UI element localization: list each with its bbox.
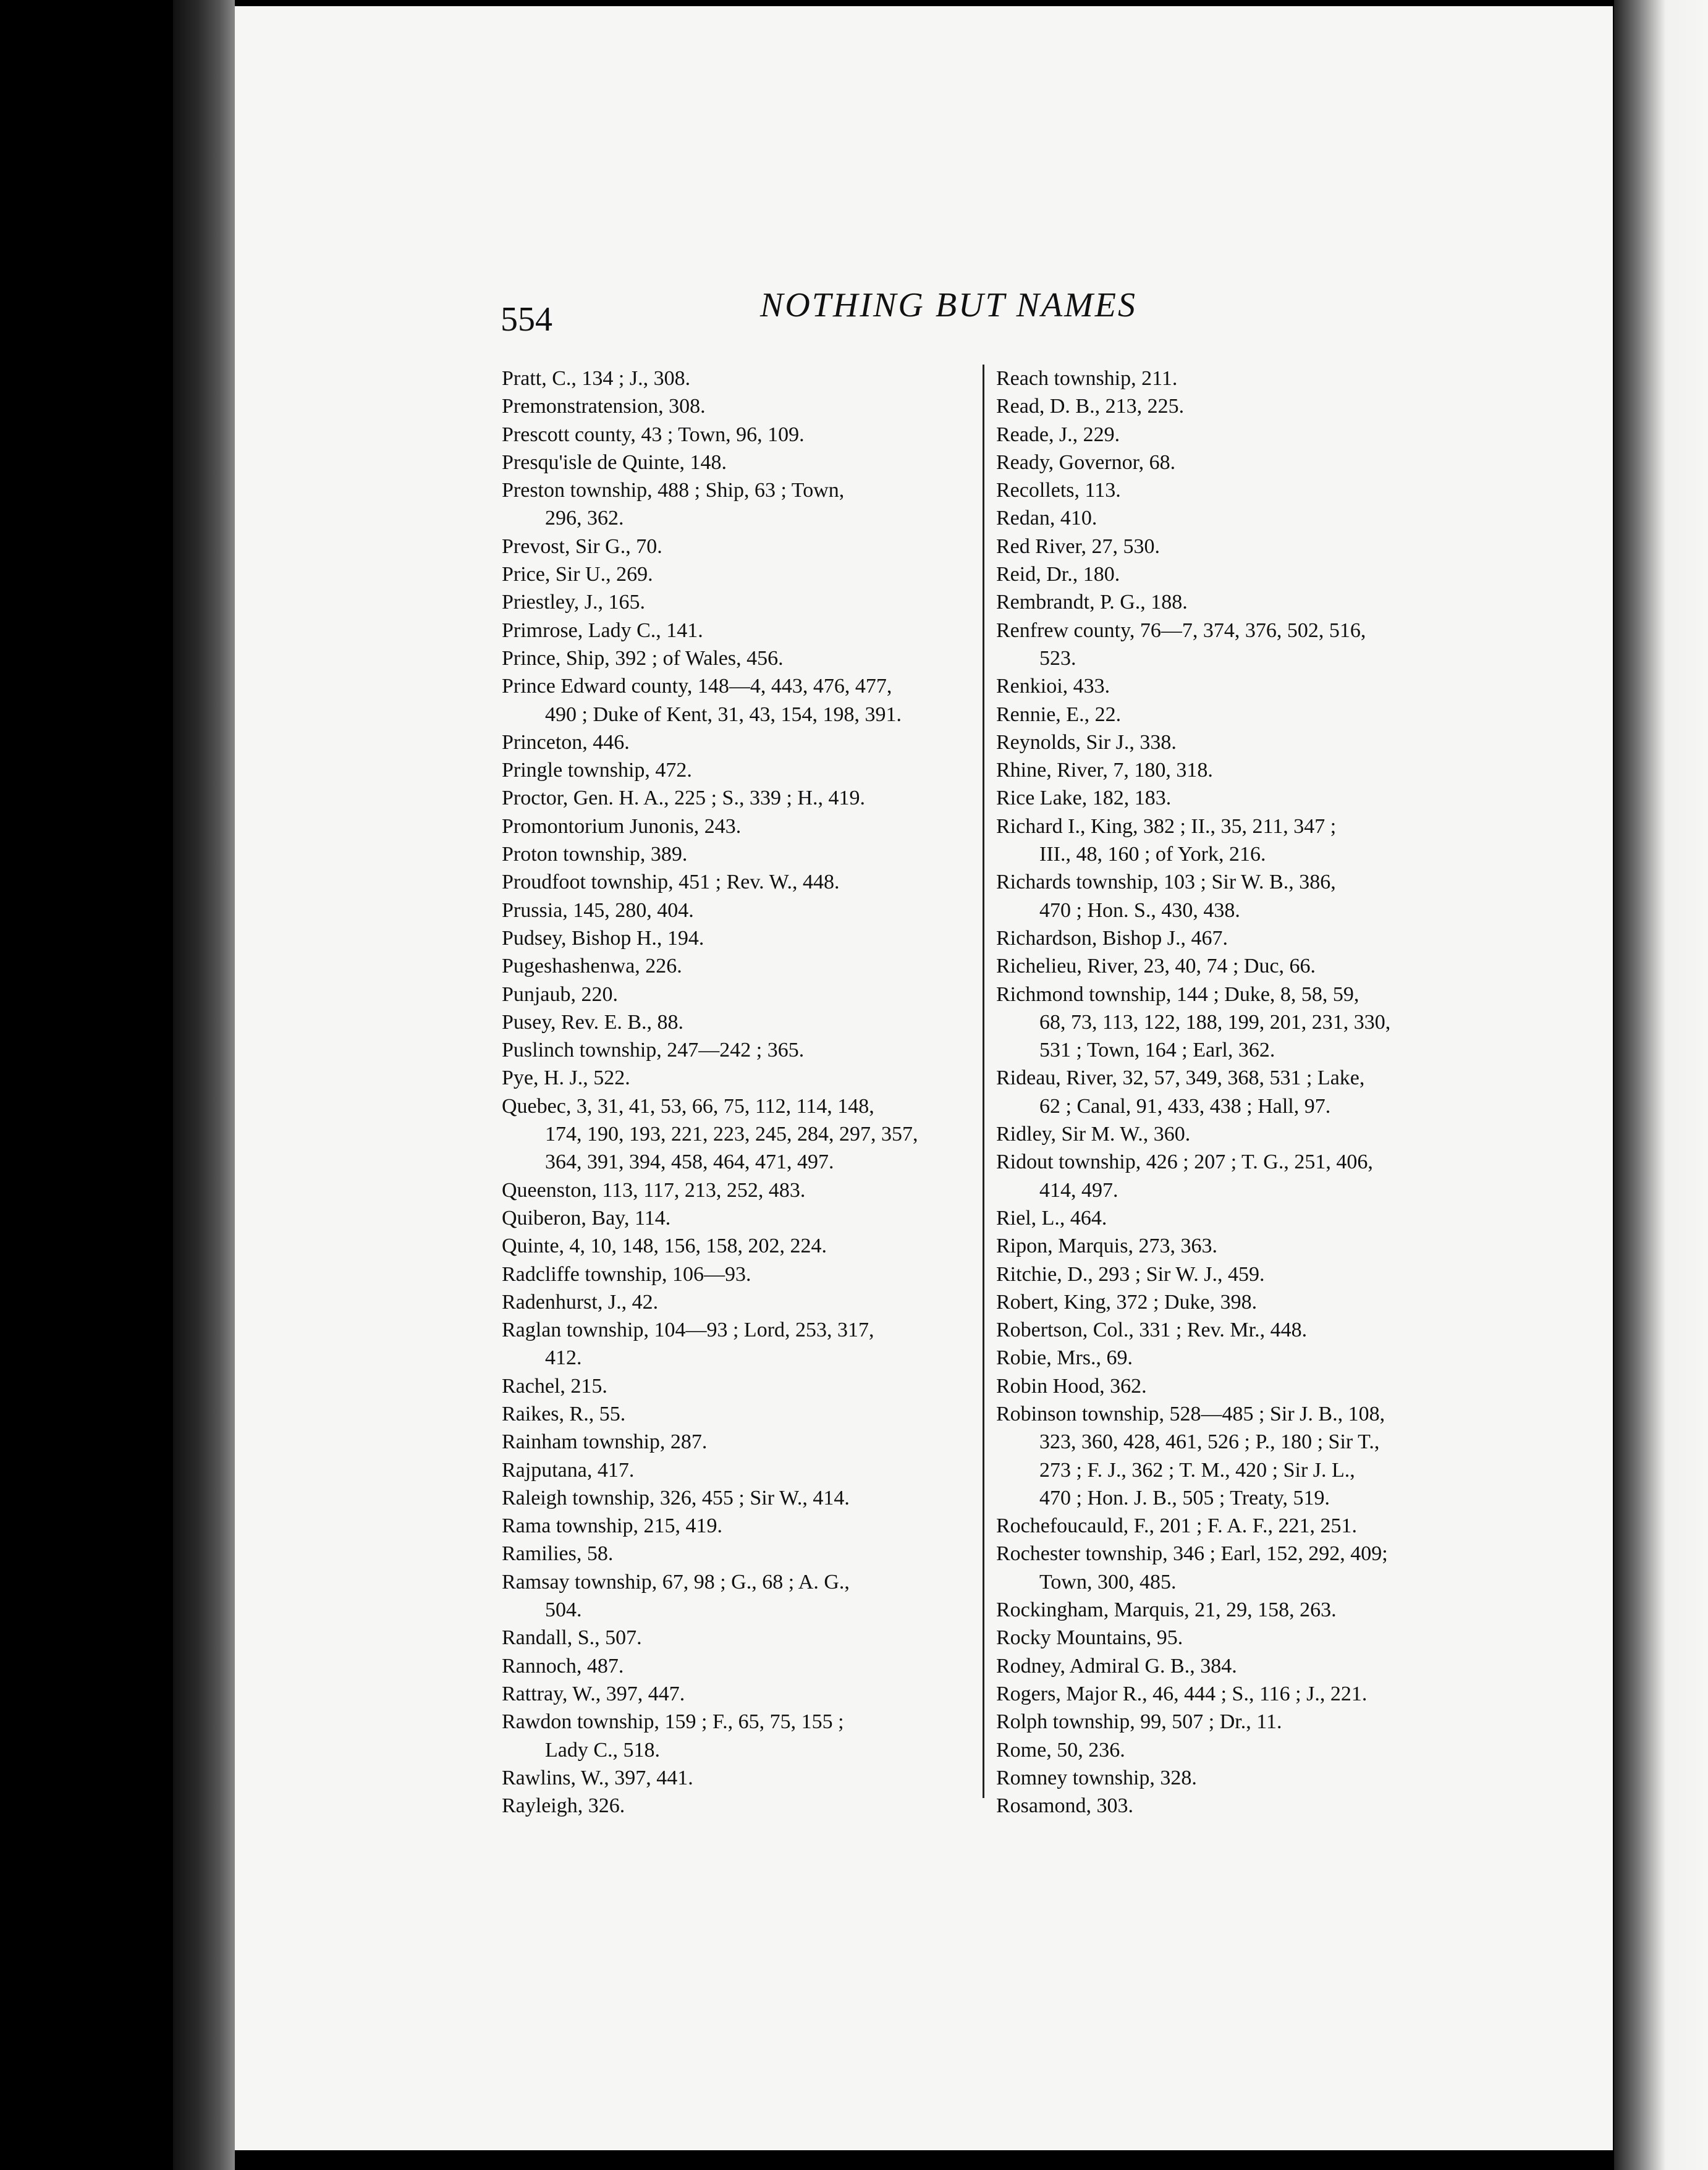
index-entry-continuation: III., 48, 160 ; of York, 216. (1039, 843, 1266, 866)
index-entry-continuation: Lady C., 518. (545, 1738, 661, 1762)
index-entry: Ridley, Sir M. W., 360. (996, 1123, 1191, 1146)
index-entry: Ritchie, D., 293 ; Sir W. J., 459. (996, 1262, 1265, 1286)
index-entry: Prescott county, 43 ; Town, 96, 109. (502, 423, 805, 446)
index-entry: Rembrandt, P. G., 188. (996, 591, 1188, 614)
index-entry: Rideau, River, 32, 57, 349, 368, 531 ; Lake, (996, 1066, 1365, 1090)
index-entry: Robie, Mrs., 69. (996, 1346, 1133, 1370)
book-spine (173, 0, 235, 2170)
index-entry-continuation: 68, 73, 113, 122, 188, 199, 201, 231, 330, (1039, 1010, 1391, 1034)
index-entry: Reade, J., 229. (996, 423, 1120, 446)
index-entry: Robinson township, 528—485 ; Sir J. B., 108, (996, 1402, 1385, 1425)
index-entry: Rachel, 215. (502, 1374, 607, 1398)
index-entry: Ready, Governor, 68. (996, 450, 1176, 474)
index-entry: Romney township, 328. (996, 1766, 1197, 1789)
index-entry: Rajputana, 417. (502, 1458, 635, 1482)
index-entry: Rawlins, W., 397, 441. (502, 1766, 693, 1789)
index-entry: Reynolds, Sir J., 338. (996, 730, 1177, 754)
column-divider (983, 365, 984, 1798)
index-entry: Rolph township, 99, 507 ; Dr., 11. (996, 1710, 1282, 1734)
index-entry: Proton township, 389. (502, 843, 688, 866)
index-entry: Ridout township, 426 ; 207 ; T. G., 251, 406, (996, 1150, 1373, 1174)
page-number: 554 (501, 300, 552, 339)
index-entry: Rice Lake, 182, 183. (996, 787, 1172, 810)
index-entry: Pudsey, Bishop H., 194. (502, 926, 704, 950)
index-entry: Ripon, Marquis, 273, 363. (996, 1235, 1217, 1258)
index-entry: Quiberon, Bay, 114. (502, 1206, 671, 1230)
index-entry: Radenhurst, J., 42. (502, 1290, 659, 1314)
index-entry: Preston township, 488 ; Ship, 63 ; Town, (502, 479, 845, 502)
index-entry-continuation: 523. (1039, 646, 1076, 670)
index-entry: Price, Sir U., 269. (502, 563, 653, 586)
index-entry: Richards township, 103 ; Sir W. B., 386, (996, 871, 1336, 894)
index-entry: Raikes, R., 55. (502, 1402, 626, 1425)
index-entry: Rosamond, 303. (996, 1794, 1133, 1818)
index-entry: Renfrew county, 76—7, 374, 376, 502, 516, (996, 618, 1366, 642)
index-entry: Rama township, 215, 419. (502, 1514, 722, 1538)
index-entry: Rattray, W., 397, 447. (502, 1682, 685, 1705)
index-entry: Richmond township, 144 ; Duke, 8, 58, 59, (996, 982, 1359, 1006)
index-entry: Prince, Ship, 392 ; of Wales, 456. (502, 646, 784, 670)
index-entry-continuation: 296, 362. (545, 507, 624, 530)
index-entry: Rochefoucauld, F., 201 ; F. A. F., 221, 251. (996, 1514, 1357, 1538)
index-column-right (996, 365, 1466, 1820)
index-entry: Recollets, 113. (996, 479, 1121, 502)
index-entry: Pye, H. J., 522. (502, 1066, 630, 1090)
index-entry: Rhine, River, 7, 180, 318. (996, 759, 1213, 782)
index-entry: Puslinch township, 247—242 ; 365. (502, 1039, 805, 1062)
index-entry: Queenston, 113, 117, 213, 252, 483. (502, 1178, 806, 1202)
index-entry: Rayleigh, 326. (502, 1794, 625, 1818)
index-entry: Rome, 50, 236. (996, 1738, 1125, 1762)
index-entry: Rochester township, 346 ; Earl, 152, 292, 409; (996, 1542, 1388, 1566)
index-entry-continuation: 504. (545, 1598, 582, 1622)
index-entry: Princeton, 446. (502, 730, 630, 754)
index-entry: Robin Hood, 362. (996, 1374, 1147, 1398)
index-entry: Priestley, J., 165. (502, 591, 646, 614)
index-entry: Pratt, C., 134 ; J., 308. (502, 367, 691, 390)
running-head: NOTHING BUT NAMES (760, 286, 1138, 324)
index-entry: Richelieu, River, 23, 40, 74 ; Duc, 66. (996, 955, 1316, 978)
index-entry: Richardson, Bishop J., 467. (996, 926, 1228, 950)
index-entry: Reid, Dr., 180. (996, 563, 1120, 586)
index-entry: Radcliffe township, 106—93. (502, 1262, 751, 1286)
index-entry: Prussia, 145, 280, 404. (502, 898, 694, 922)
index-entry-continuation: 323, 360, 428, 461, 526 ; P., 180 ; Sir T., (1039, 1430, 1380, 1454)
index-entry-continuation: 470 ; Hon. J. B., 505 ; Treaty, 519. (1039, 1486, 1330, 1509)
index-entry: Rannoch, 487. (502, 1654, 624, 1678)
index-entry: Rainham township, 287. (502, 1430, 708, 1454)
index-entry: Red River, 27, 530. (996, 534, 1160, 558)
index-entry: Pugeshashenwa, 226. (502, 955, 682, 978)
index-entry: Redan, 410. (996, 507, 1097, 530)
index-entry: Ramilies, 58. (502, 1542, 614, 1566)
index-entry-continuation: 531 ; Town, 164 ; Earl, 362. (1039, 1039, 1275, 1062)
index-entry-continuation: 273 ; F. J., 362 ; T. M., 420 ; Sir J. L., (1039, 1458, 1355, 1482)
index-entry: Raglan township, 104—93 ; Lord, 253, 317, (502, 1319, 874, 1342)
index-entry: Read, D. B., 213, 225. (996, 395, 1185, 418)
index-entry: Quebec, 3, 31, 41, 53, 66, 75, 112, 114, 148, (502, 1094, 874, 1118)
index-entry: Renkioi, 433. (996, 675, 1110, 698)
index-entry: Proudfoot township, 451 ; Rev. W., 448. (502, 871, 840, 894)
index-entry: Premonstratension, 308. (502, 395, 706, 418)
index-entry: Presqu'isle de Quinte, 148. (502, 450, 727, 474)
index-entry-continuation: 174, 190, 193, 221, 223, 245, 284, 297, 357, (545, 1123, 918, 1146)
index-entry: Pusey, Rev. E. B., 88. (502, 1010, 684, 1034)
index-entry: Prevost, Sir G., 70. (502, 534, 662, 558)
index-entry: Primrose, Lady C., 141. (502, 618, 703, 642)
index-entry: Proctor, Gen. H. A., 225 ; S., 339 ; H., 419. (502, 787, 865, 810)
index-column-left (502, 365, 971, 1820)
index-entry: Riel, L., 464. (996, 1206, 1107, 1230)
index-entry: Richard I., King, 382 ; II., 35, 211, 347 ; (996, 814, 1337, 838)
index-entry: Rogers, Major R., 46, 444 ; S., 116 ; J., 221. (996, 1682, 1368, 1705)
index-entry: Rodney, Admiral G. B., 384. (996, 1654, 1237, 1678)
index-entry: Rocky Mountains, 95. (996, 1626, 1183, 1650)
index-entry-continuation: 490 ; Duke of Kent, 31, 43, 154, 198, 391. (545, 703, 902, 726)
index-entry: Ramsay township, 67, 98 ; G., 68 ; A. G., (502, 1570, 850, 1594)
index-entry: Randall, S., 507. (502, 1626, 642, 1650)
index-entry: Reach township, 211. (996, 367, 1178, 390)
index-entry-continuation: 412. (545, 1346, 582, 1370)
index-entry: Punjaub, 220. (502, 982, 618, 1006)
index-entry: Pringle township, 472. (502, 759, 692, 782)
index-entry: Rennie, E., 22. (996, 703, 1122, 726)
index-entry: Quinte, 4, 10, 148, 156, 158, 202, 224. (502, 1235, 827, 1258)
index-entry-continuation: 364, 391, 394, 458, 464, 471, 497. (545, 1150, 834, 1174)
index-entry: Robertson, Col., 331 ; Rev. Mr., 448. (996, 1319, 1308, 1342)
index-entry-continuation: 414, 497. (1039, 1178, 1118, 1202)
index-entry: Promontorium Junonis, 243. (502, 814, 742, 838)
index-entry: Prince Edward county, 148—4, 443, 476, 477, (502, 675, 892, 698)
index-entry: Robert, King, 372 ; Duke, 398. (996, 1290, 1258, 1314)
index-entry-continuation: 62 ; Canal, 91, 433, 438 ; Hall, 97. (1039, 1094, 1331, 1118)
index-entry: Rawdon township, 159 ; F., 65, 75, 155 ; (502, 1710, 844, 1734)
index-entry-continuation: 470 ; Hon. S., 430, 438. (1039, 898, 1240, 922)
facing-page-edge (1614, 0, 1708, 2170)
index-entry: Raleigh township, 326, 455 ; Sir W., 414. (502, 1486, 850, 1509)
index-entry-continuation: Town, 300, 485. (1039, 1570, 1177, 1594)
index-entry: Rockingham, Marquis, 21, 29, 158, 263. (996, 1598, 1337, 1622)
